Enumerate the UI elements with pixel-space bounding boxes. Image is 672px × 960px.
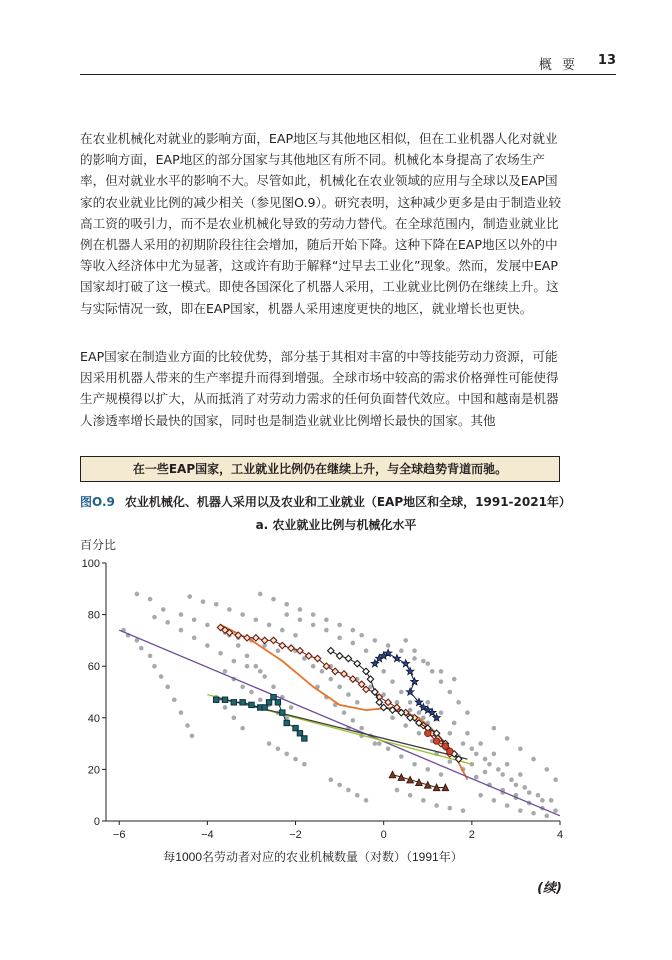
global-data-point <box>227 607 232 612</box>
global-data-point <box>421 798 426 803</box>
global-data-point <box>536 793 541 798</box>
body-paragraph-1: 在农业机械化对就业的影响方面，EAP地区与其他地区相似，但在工业机器人化对就业的影响方面，EAP地区的部分国家与其他地区有所不同。机械化本身提高了农场生产率，但对就业水平的影响不大。尽管如此，机械化在农业领域的应用与全球以及EAP国家的农业就业比例的减少相关（参见图O.9）。研究表明，这种减少更多是由于制造业较高工资的吸引力，而不是农业机械化导致的劳动力替代。在全球范围内，制造业就业比例在机器人采用的初期阶段往往会增加，随后开始下降。这种下降在EAP地区以外的中等收入经济体中尤为显著，这或许有助于解释“过早去工业化”现象。然而，发展中EAP国家却打破了这一模式。即使各国深化了机器人采用，工业就业比例仍在继续上升。这与实际情况一致，即在EAP国家，机器人采用速度更快的地区，就业增长也更快。 <box>80 131 562 316</box>
global-data-point <box>276 648 281 653</box>
global-data-point <box>518 772 523 777</box>
global-data-point <box>258 669 263 674</box>
global-data-point <box>540 798 545 803</box>
global-data-point <box>386 746 391 751</box>
global-data-point <box>492 798 497 803</box>
country-data-point <box>302 736 307 741</box>
global-data-point <box>448 690 453 695</box>
global-data-point <box>373 638 378 643</box>
global-data-point <box>377 741 382 746</box>
global-data-point <box>223 669 228 674</box>
country-data-point <box>393 655 401 662</box>
global-data-point <box>505 762 510 767</box>
global-data-point <box>399 754 404 759</box>
x-tick-label: −2 <box>289 829 302 841</box>
global-data-point <box>487 762 492 767</box>
global-data-point <box>390 716 395 721</box>
global-data-point <box>544 767 549 772</box>
global-data-point <box>254 664 259 669</box>
x-tick-label: −6 <box>112 829 126 841</box>
global-data-point <box>161 607 166 612</box>
global-data-point <box>421 659 426 664</box>
global-data-point <box>518 746 523 751</box>
global-data-point <box>298 617 303 622</box>
country-data-point <box>271 694 276 699</box>
global-data-point <box>465 731 470 736</box>
global-data-point <box>289 705 294 710</box>
global-data-point <box>201 599 206 604</box>
global-data-point <box>355 793 360 798</box>
country-data-point <box>411 678 419 685</box>
global-data-point <box>249 690 254 695</box>
country-data-point <box>367 676 373 682</box>
global-data-point <box>492 752 497 757</box>
global-data-point <box>408 700 413 705</box>
global-data-point <box>531 811 536 816</box>
y-tick-label: 100 <box>81 558 100 570</box>
global-data-point <box>430 669 435 674</box>
global-data-point <box>448 759 453 764</box>
country-data-point <box>447 748 453 754</box>
global-data-point <box>258 592 263 597</box>
figure-title: 农业机械化、机器人采用以及农业和工业就业（EAP地区和全球，1991-2021年） <box>124 495 571 509</box>
panel-title: a. 农业就业比例与机械化水平 <box>255 518 417 532</box>
y-tick-label: 20 <box>87 764 100 777</box>
global-data-point <box>218 651 223 656</box>
global-data-point <box>302 762 307 767</box>
country-data-point <box>279 642 285 648</box>
global-data-point <box>172 697 177 702</box>
country-data-point <box>425 782 431 788</box>
global-data-point <box>522 785 527 790</box>
global-data-point <box>192 636 197 641</box>
country-data-point <box>336 653 342 659</box>
global-data-point <box>514 783 519 788</box>
x-axis-label: 每1000名劳动者对应的农业机械数量（对数）（1991年） <box>163 850 463 864</box>
global-data-point <box>549 798 554 803</box>
country-data-point <box>284 720 289 725</box>
global-data-point <box>179 710 184 715</box>
global-data-point <box>179 628 184 633</box>
country-data-point <box>293 725 298 730</box>
global-data-point <box>284 612 289 617</box>
global-data-point <box>328 777 333 782</box>
section-title: 概 要 <box>538 58 578 73</box>
global-data-point <box>139 646 144 651</box>
global-data-point <box>390 679 395 684</box>
global-data-point <box>187 594 192 599</box>
global-data-point <box>439 669 444 674</box>
global-data-point <box>258 697 263 702</box>
global-data-point <box>359 633 364 638</box>
body-paragraph-2: EAP国家在制造业方面的比较优势，部分基于其相对丰富的中等技能劳动力资源，可能因采用机器人带来的生产率提升而得到增强。全球市场中较高的需求价格弹性可能使得生产规模得以扩大，从而抵消了对劳动力需求的任何负面替代效应。中国和越南是机器人渗透率增长最快的国家，同时也是制造业就业比例增长最快的国家。其他 <box>80 349 559 428</box>
global-data-point <box>320 669 325 674</box>
global-data-point <box>276 746 281 751</box>
global-data-point <box>386 643 391 648</box>
global-data-point <box>205 623 210 628</box>
country-data-point <box>345 655 351 661</box>
global-data-point <box>381 669 386 674</box>
country-data-point <box>389 771 395 777</box>
country-data-point <box>433 738 439 744</box>
global-data-point <box>324 617 329 622</box>
global-data-point <box>439 772 444 777</box>
global-data-point <box>425 700 430 705</box>
country-data-point <box>240 700 245 705</box>
global-data-point <box>527 790 532 795</box>
global-data-point <box>412 648 417 653</box>
global-data-point <box>359 726 364 731</box>
country-data-point <box>398 774 404 780</box>
global-data-point <box>284 602 289 607</box>
global-data-point <box>412 656 417 661</box>
global-data-point <box>399 648 404 653</box>
country-data-point <box>416 779 422 785</box>
global-data-point <box>135 592 140 597</box>
country-data-point <box>385 699 391 705</box>
global-data-point <box>298 607 303 612</box>
global-data-point <box>439 679 444 684</box>
y-tick-label: 60 <box>87 661 100 674</box>
global-data-point <box>474 775 479 780</box>
global-data-point <box>417 731 422 736</box>
global-data-point <box>364 648 369 653</box>
y-tick-label: 0 <box>93 816 100 828</box>
country-series-line <box>221 628 450 754</box>
global-data-point <box>293 757 298 762</box>
global-data-point <box>346 788 351 793</box>
country-data-point <box>350 676 356 682</box>
global-data-point <box>152 615 157 620</box>
y-axis-label: 百分比 <box>80 538 117 552</box>
global-data-point <box>425 661 430 666</box>
country-data-point <box>297 648 303 654</box>
global-data-point <box>478 793 483 798</box>
global-data-point <box>461 808 466 813</box>
global-data-point <box>185 723 190 728</box>
global-data-point <box>434 803 439 808</box>
global-data-point <box>461 741 466 746</box>
country-data-point <box>249 702 254 707</box>
country-data-point <box>222 697 227 702</box>
country-data-point <box>213 697 218 702</box>
scatter-chart <box>70 535 570 865</box>
global-data-point <box>214 602 219 607</box>
country-data-point <box>406 688 414 695</box>
global-data-point <box>245 664 250 669</box>
callout-box: 在一些EAP国家，工业就业比例仍在继续上升，与全球趋势背道而驰。 <box>80 456 560 482</box>
global-data-point <box>456 700 461 705</box>
global-data-point <box>271 597 276 602</box>
global-data-point <box>254 617 259 622</box>
global-data-point <box>346 692 351 697</box>
global-data-point <box>165 685 170 690</box>
global-data-point <box>448 731 453 736</box>
global-data-point <box>240 726 245 731</box>
global-data-point <box>267 741 272 746</box>
global-data-point <box>483 770 488 775</box>
global-data-point <box>337 685 342 690</box>
country-data-point <box>266 700 271 705</box>
global-data-point <box>399 690 404 695</box>
global-data-point <box>267 623 272 628</box>
global-data-point <box>148 654 153 659</box>
global-data-point <box>395 788 400 793</box>
global-data-point <box>337 783 342 788</box>
global-data-point <box>448 806 453 811</box>
global-data-point <box>192 617 197 622</box>
global-data-point <box>544 814 549 819</box>
y-tick-label: 40 <box>87 712 100 725</box>
global-data-point <box>223 705 228 710</box>
global-data-point <box>478 741 483 746</box>
global-data-point <box>439 710 444 715</box>
global-data-point <box>355 700 360 705</box>
x-tick-label: 0 <box>380 829 387 841</box>
global-data-point <box>492 726 497 731</box>
global-data-point <box>351 641 356 646</box>
global-data-point <box>408 793 413 798</box>
global-data-point <box>373 741 378 746</box>
country-data-point <box>406 667 414 674</box>
global-data-point <box>232 659 237 664</box>
global-data-point <box>293 633 298 638</box>
global-data-point <box>152 664 157 669</box>
country-data-point <box>275 700 280 705</box>
country-data-point <box>261 637 267 643</box>
country-data-point <box>262 705 267 710</box>
global-data-point <box>465 710 470 715</box>
country-data-point <box>402 660 410 667</box>
global-data-point <box>553 808 558 813</box>
global-data-point <box>509 777 514 782</box>
global-data-point <box>452 677 457 682</box>
global-data-point <box>311 664 316 669</box>
global-data-point <box>284 752 289 757</box>
country-data-point <box>407 777 413 783</box>
x-tick-label: 2 <box>468 829 475 841</box>
global-data-point <box>328 677 333 682</box>
global-data-point <box>518 808 523 813</box>
global-data-point <box>240 612 245 617</box>
country-data-point <box>270 637 276 643</box>
x-tick-label: 4 <box>556 829 564 841</box>
running-header <box>80 52 616 76</box>
global-data-point <box>179 612 184 617</box>
global-data-point <box>232 716 237 721</box>
global-data-point <box>337 623 342 628</box>
global-data-point <box>240 685 245 690</box>
country-data-point <box>328 648 334 654</box>
global-data-point <box>324 628 329 633</box>
global-data-point <box>337 636 342 641</box>
global-data-point <box>364 798 369 803</box>
global-data-point <box>351 628 356 633</box>
global-data-point <box>159 674 164 679</box>
country-data-point <box>425 730 431 736</box>
figure-number: 图O.9 <box>80 495 115 509</box>
global-data-point <box>148 597 153 602</box>
country-data-point <box>332 668 338 674</box>
global-data-point <box>262 674 267 679</box>
global-data-point <box>351 718 356 723</box>
global-data-point <box>474 752 479 757</box>
global-data-point <box>500 772 505 777</box>
country-data-point <box>231 700 236 705</box>
continued-label: (续) <box>537 881 562 896</box>
global-data-point <box>271 685 276 690</box>
global-data-point <box>245 654 250 659</box>
country-data-point <box>280 710 285 715</box>
global-data-point <box>311 623 316 628</box>
global-data-point <box>483 757 488 762</box>
global-data-point <box>342 710 347 715</box>
page-number: 13 <box>597 53 616 68</box>
global-data-point <box>425 767 430 772</box>
figure-caption <box>80 493 570 510</box>
global-data-point <box>470 746 475 751</box>
global-data-point <box>505 736 510 741</box>
country-data-point <box>297 731 302 736</box>
global-data-point <box>190 734 195 739</box>
global-data-point <box>403 638 408 643</box>
global-data-point <box>452 721 457 726</box>
global-data-point <box>205 643 210 648</box>
global-data-point <box>280 628 285 633</box>
global-data-point <box>311 612 316 617</box>
global-data-point <box>553 777 558 782</box>
global-data-point <box>505 803 510 808</box>
global-data-point <box>165 620 170 625</box>
trend-curve <box>221 625 468 780</box>
y-tick-label: 80 <box>87 609 100 622</box>
global-data-point <box>403 723 408 728</box>
country-data-point <box>341 671 347 677</box>
country-series-line <box>216 697 304 738</box>
global-data-point <box>496 767 501 772</box>
global-data-point <box>412 762 417 767</box>
x-tick-label: −4 <box>201 829 214 841</box>
global-data-point <box>531 757 536 762</box>
header-rule <box>80 74 616 75</box>
global-data-point <box>236 643 241 648</box>
